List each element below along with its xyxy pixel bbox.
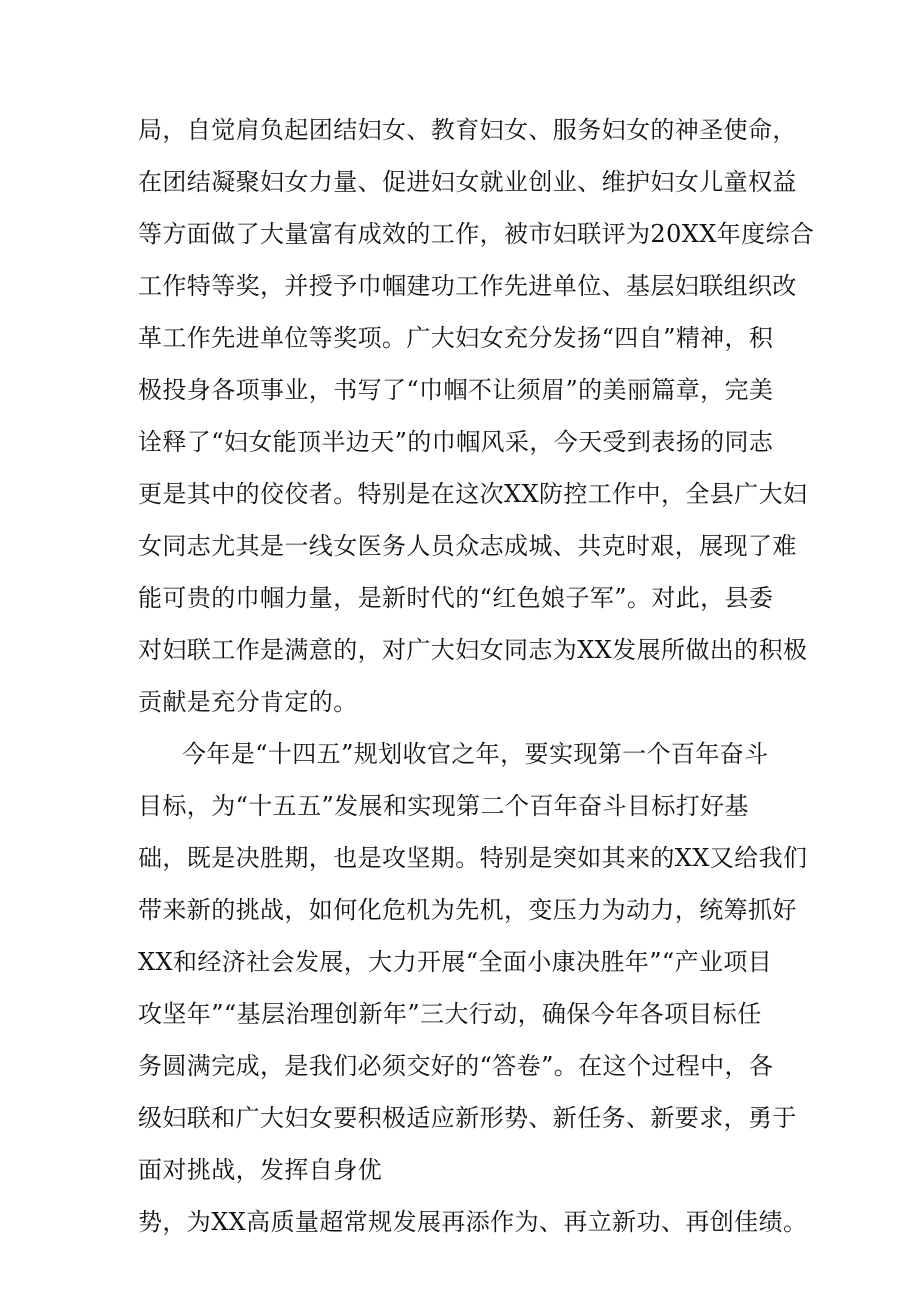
text-line: XX和经济社会发展，大力开展“全面小康决胜年”“产业项目 xyxy=(138,948,773,976)
paragraph-2 xyxy=(138,728,808,1196)
text-line: 等方面做了大量富有成效的工作，被市妇联评为20XX年度综合 xyxy=(138,220,815,248)
text-line: 目标，为“十五五”发展和实现第二个百年奋斗目标打好基 xyxy=(138,792,749,820)
text-line: 诠释了“妇女能顶半边天”的巾帼风采，今天受到表扬的同志 xyxy=(138,428,774,456)
text-line: 在团结凝聚妇女力量、促进妇女就业创业、维护妇女儿童权益 xyxy=(138,168,797,196)
text-line: 局，自觉肩负起团结妇女、教育妇女、服务妇女的神圣使命， xyxy=(138,116,797,144)
text-line: 工作特等奖，并授予巾帼建功工作先进单位、基层妇联组织改 xyxy=(138,272,797,300)
text-line: 级妇联和广大妇女要积极适应新形势、新任务、新要求，勇于 xyxy=(138,1104,797,1132)
text-line: 础，既是决胜期，也是攻坚期。特别是突如其来的XX又给我们 xyxy=(138,844,808,872)
text-line: 务圆满完成，是我们必须交好的“答卷”。在这个过程中，各 xyxy=(138,1052,774,1080)
text-line: 今年是“十四五”规划收官之年，要实现第一个百年奋斗 xyxy=(182,740,769,768)
text-line: 革工作先进单位等奖项。广大妇女充分发扬“四自”精神，积 xyxy=(138,324,774,352)
text-line: 带来新的挑战，如何化危机为先机，变压力为动力，统筹抓好 xyxy=(138,896,797,924)
text-line: 能可贵的巾帼力量，是新时代的“红色娘子军”。对此，县委 xyxy=(138,584,774,612)
text-line: 极投身各项事业，书写了“巾帼不让须眉”的美丽篇章，完美 xyxy=(138,376,774,404)
paragraph-1 xyxy=(138,104,815,728)
text-line: 更是其中的佼佼者。特别是在这次XX防控工作中，全县广大妇 xyxy=(138,480,808,508)
text-line: 面对挑战，发挥自身优 xyxy=(138,1156,382,1184)
text-line: 对妇联工作是满意的，对广大妇女同志为XX发展所做出的积极 xyxy=(138,636,808,664)
text-line: 攻坚年”“基层治理创新年”三大行动，确保今年各项目标任 xyxy=(138,1000,762,1028)
text-line: 女同志尤其是一线女医务人员众志成城、共克时艰，展现了难 xyxy=(138,532,797,560)
document-body xyxy=(138,104,815,1248)
paragraph-3 xyxy=(138,1196,808,1248)
text-line: 势，为XX高质量超常规发展再添作为、再立新功、再创佳绩。 xyxy=(138,1208,808,1236)
text-line: 贡献是充分肯定的。 xyxy=(138,688,358,716)
